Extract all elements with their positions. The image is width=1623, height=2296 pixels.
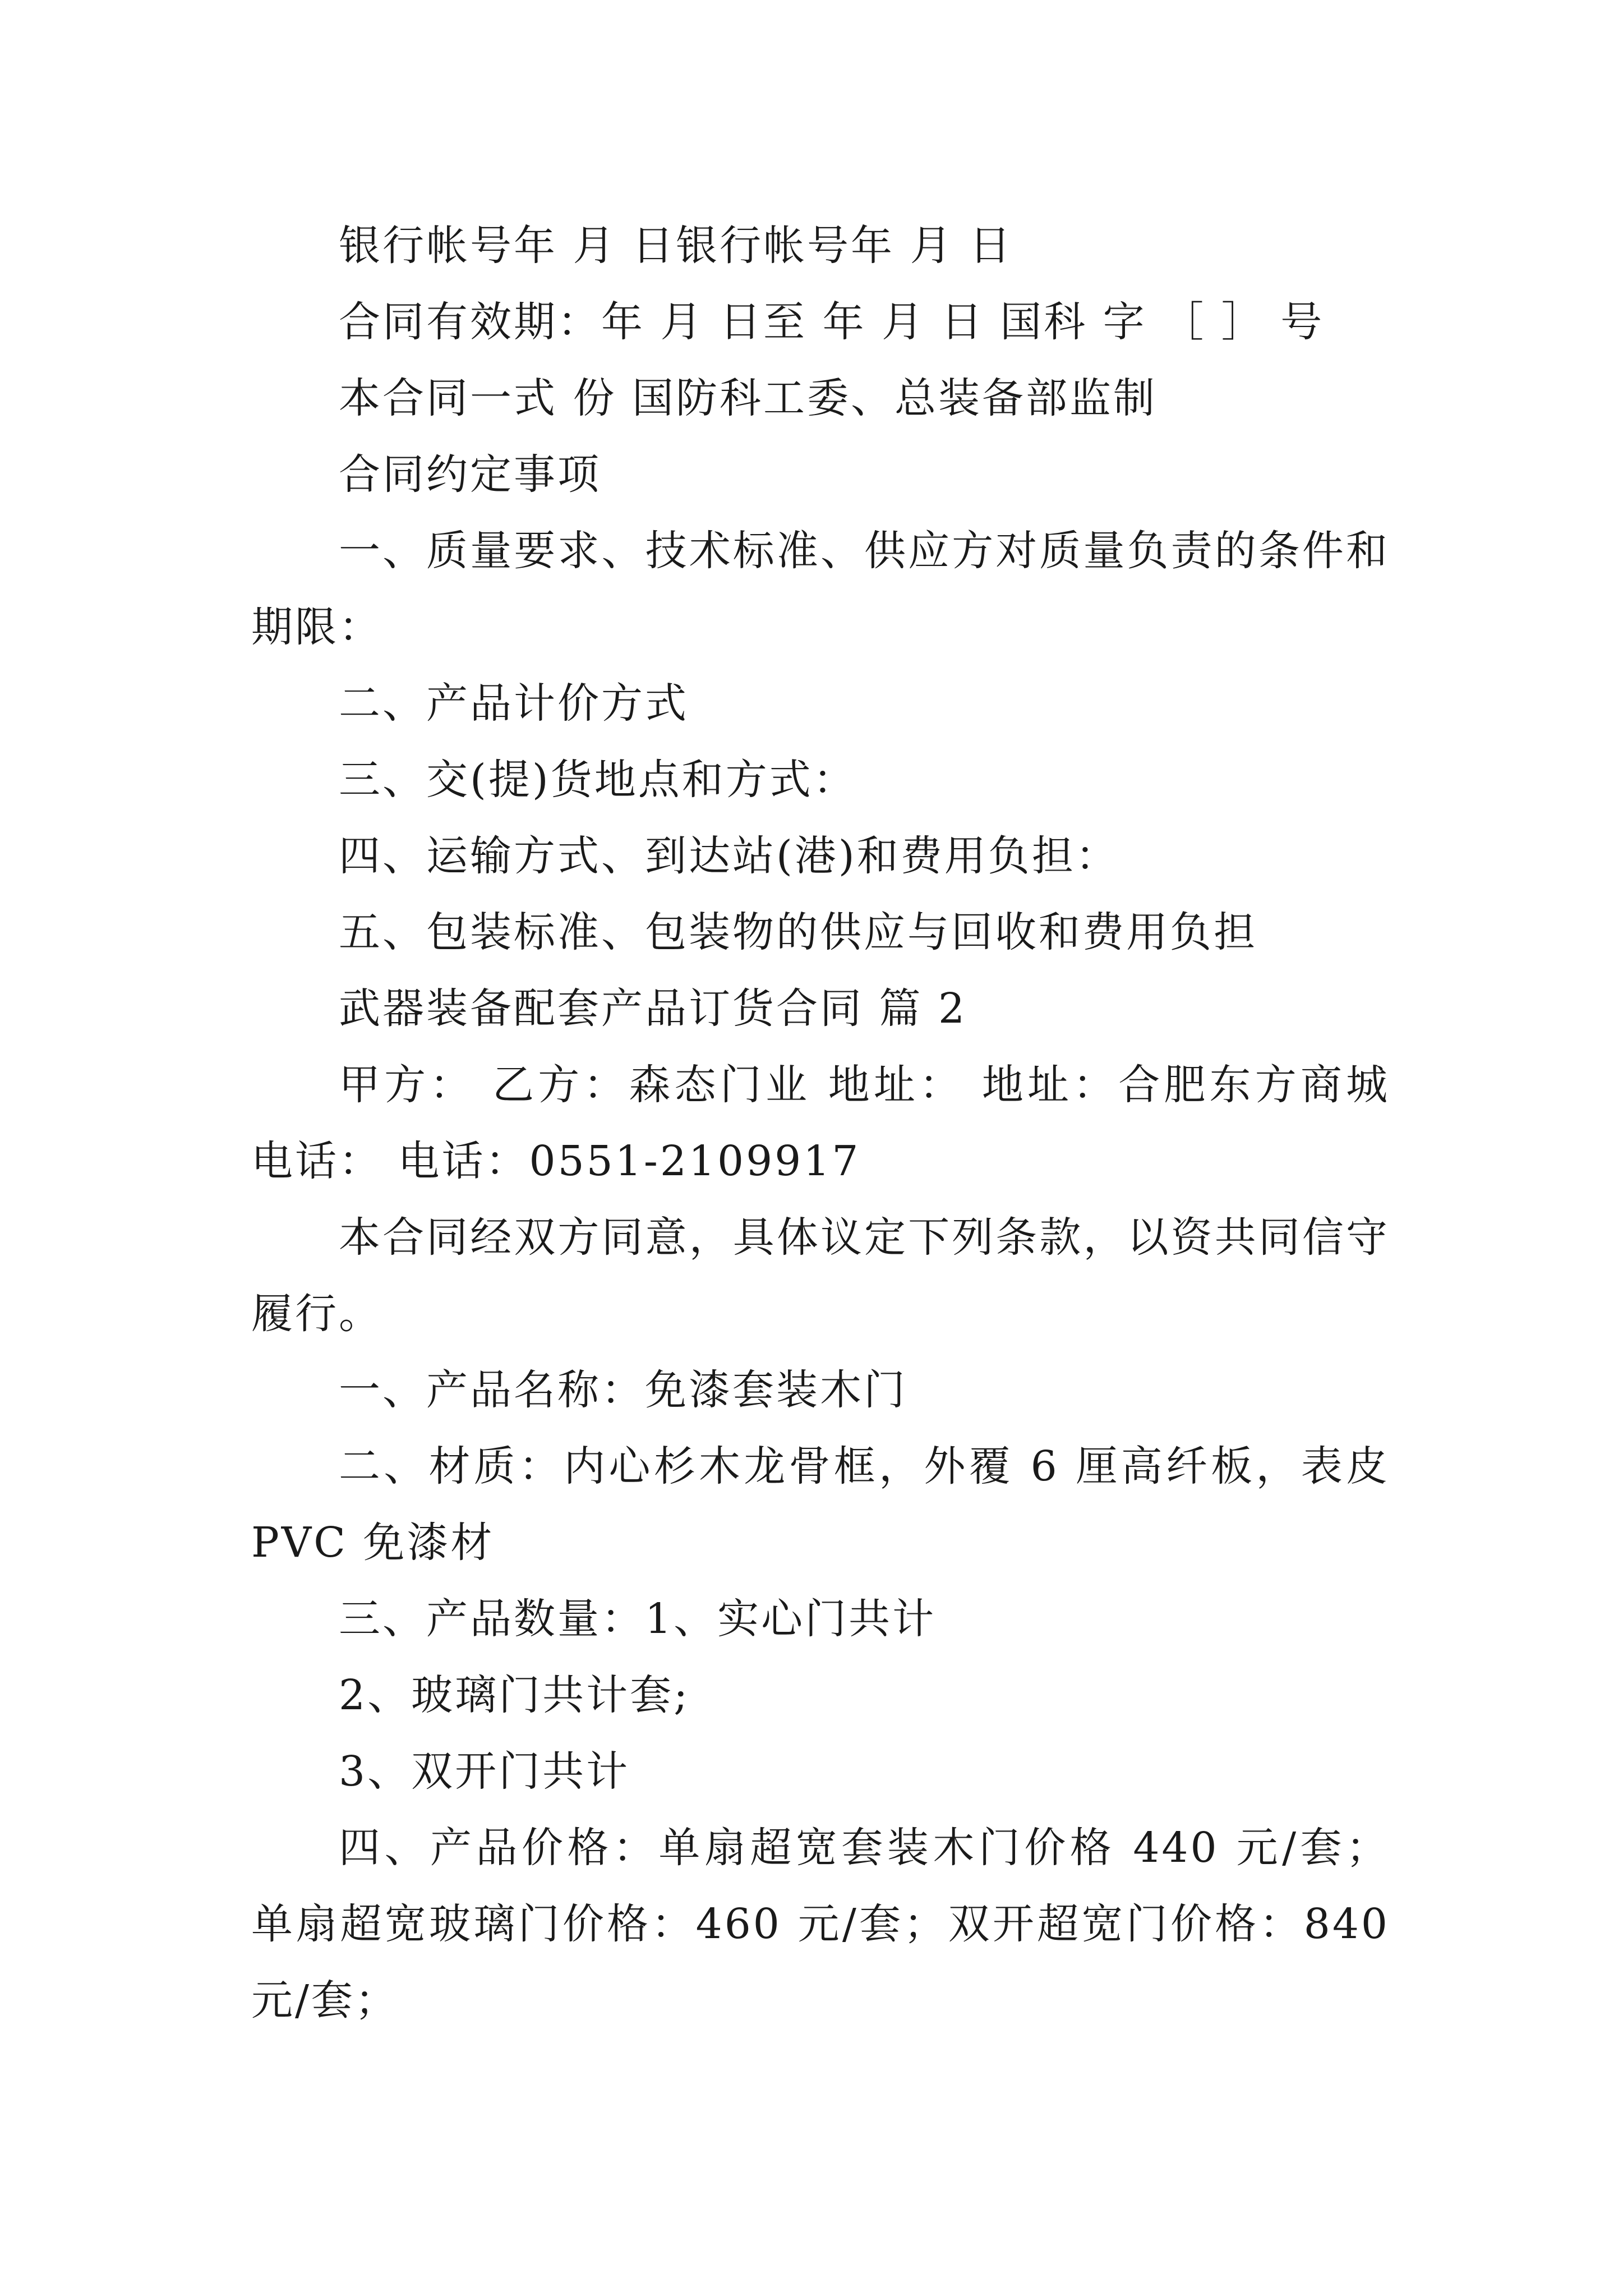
section-title-part-2: 武器装备配套产品订货合同 篇 2 — [339, 984, 967, 1033]
paragraph-clause-transport: 四、运输方式、到达站(港)和费用负担： — [339, 832, 1119, 880]
paragraph-glass-door-count: 2、玻璃门共计套; — [339, 1671, 690, 1719]
paragraph-clause-packaging: 五、包装标准、包装物的供应与回收和费用负担 — [339, 908, 1257, 956]
paragraph-agreement-intro: 本合同经双方同意，具体议定下列条款，以资共同信守履行。 — [251, 1213, 1390, 1338]
paragraph-product-price: 四、产品价格：单扇超宽套装木门价格 440 元/套；单扇超宽玻璃门价格：460 元/套；双开超宽门价格：840 元/套； — [251, 1824, 1390, 2024]
paragraph-product-name: 一、产品名称：免漆套装木门 — [339, 1366, 907, 1414]
paragraph-agreed-items-heading: 合同约定事项 — [339, 450, 601, 499]
paragraph-bank-account: 银行帐号年 月 日银行帐号年 月 日 — [339, 222, 1013, 270]
paragraph-clause-pricing-method: 二、产品计价方式 — [339, 679, 689, 728]
paragraph-copies: 本合同一式 份 国防科工委、总装备部监制 — [339, 374, 1158, 422]
paragraph-material: 二、材质：内心杉木龙骨框，外覆 6 厘高纤板，表皮 PVC 免漆材 — [251, 1442, 1390, 1567]
paragraph-double-door-count: 3、双开门共计 — [339, 1747, 630, 1796]
document-body — [251, 208, 1390, 2039]
paragraph-parties: 甲方： 乙方：森态门业 地址： 地址：合肥东方商城 电话： 电话：0551-2109917 — [251, 1061, 1390, 1185]
paragraph-quantity: 三、产品数量：1、实心门共计 — [339, 1595, 937, 1643]
paragraph-clause-delivery: 三、交(提)货地点和方式： — [339, 756, 857, 804]
paragraph-contract-validity: 合同有效期：年 月 日至 年 月 日 国科 字 ［ ］ 号 — [339, 298, 1325, 346]
paragraph-clause-quality: 一、质量要求、技术标准、供应方对质量负责的条件和期限： — [251, 527, 1390, 651]
